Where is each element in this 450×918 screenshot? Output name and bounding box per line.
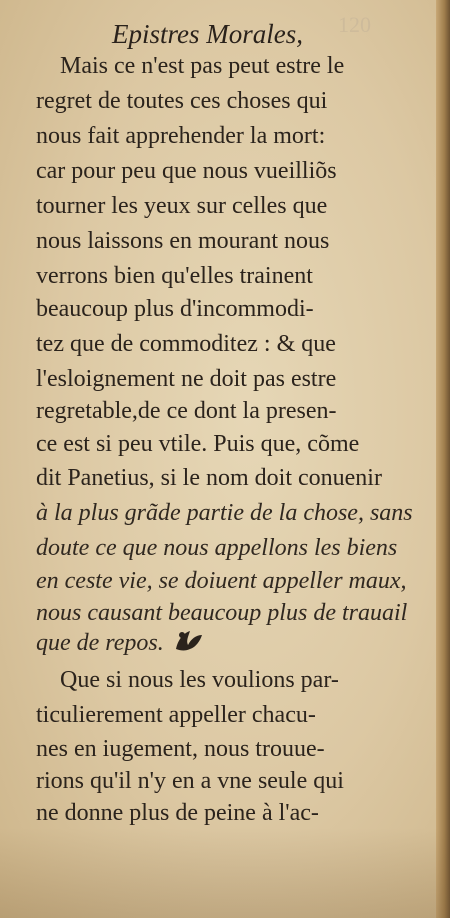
text-line-italic: nous causant beaucoup plus de trauail: [36, 600, 408, 626]
text-line-italic: que de repos.: [36, 630, 164, 656]
text-line: car pour peu que nous vueilliõs: [36, 158, 337, 184]
text-line: verrons bien qu'elles trainent: [36, 263, 313, 289]
fleuron-icon: [172, 625, 206, 655]
text-line: Que si nous les voulions par-: [60, 667, 339, 693]
text-line: ne donne plus de peine à l'ac-: [36, 800, 319, 826]
text-line: nous laissons en mourant nous: [36, 228, 330, 254]
text-line: beaucoup plus d'incommodi-: [36, 296, 314, 322]
text-line: regretable,de ce dont la presen-: [36, 398, 337, 424]
text-line: tourner les yeux sur celles que: [36, 193, 328, 219]
text-line: ce est si peu vtile. Puis que, cõme: [36, 431, 360, 457]
running-head: Epistres Morales,: [112, 19, 303, 49]
text-line: tez que de commoditez : & que: [36, 331, 336, 357]
text-line: l'esloignement ne doit pas estre: [36, 366, 337, 392]
text-line: nes en iugement, nous trouue-: [36, 736, 325, 762]
text-line: rions qu'il n'y en a vne seule qui: [36, 768, 344, 794]
page-number: 120: [338, 12, 371, 37]
text-line-italic: à la plus grãde partie de la chose, sans: [36, 500, 413, 526]
text-line-italic: doute ce que nous appellons les biens: [36, 535, 398, 561]
text-line: nous fait apprehender la mort:: [36, 123, 326, 149]
text-line: dit Panetius, si le nom doit conuenir: [36, 465, 382, 491]
text-line-italic: en ceste vie, se doiuent appeller maux,: [36, 568, 407, 594]
text-line: ticulierement appeller chacu-: [36, 702, 316, 728]
text-line: regret de toutes ces choses qui: [36, 88, 328, 114]
text-line: Mais ce n'est pas peut estre le: [60, 53, 345, 79]
